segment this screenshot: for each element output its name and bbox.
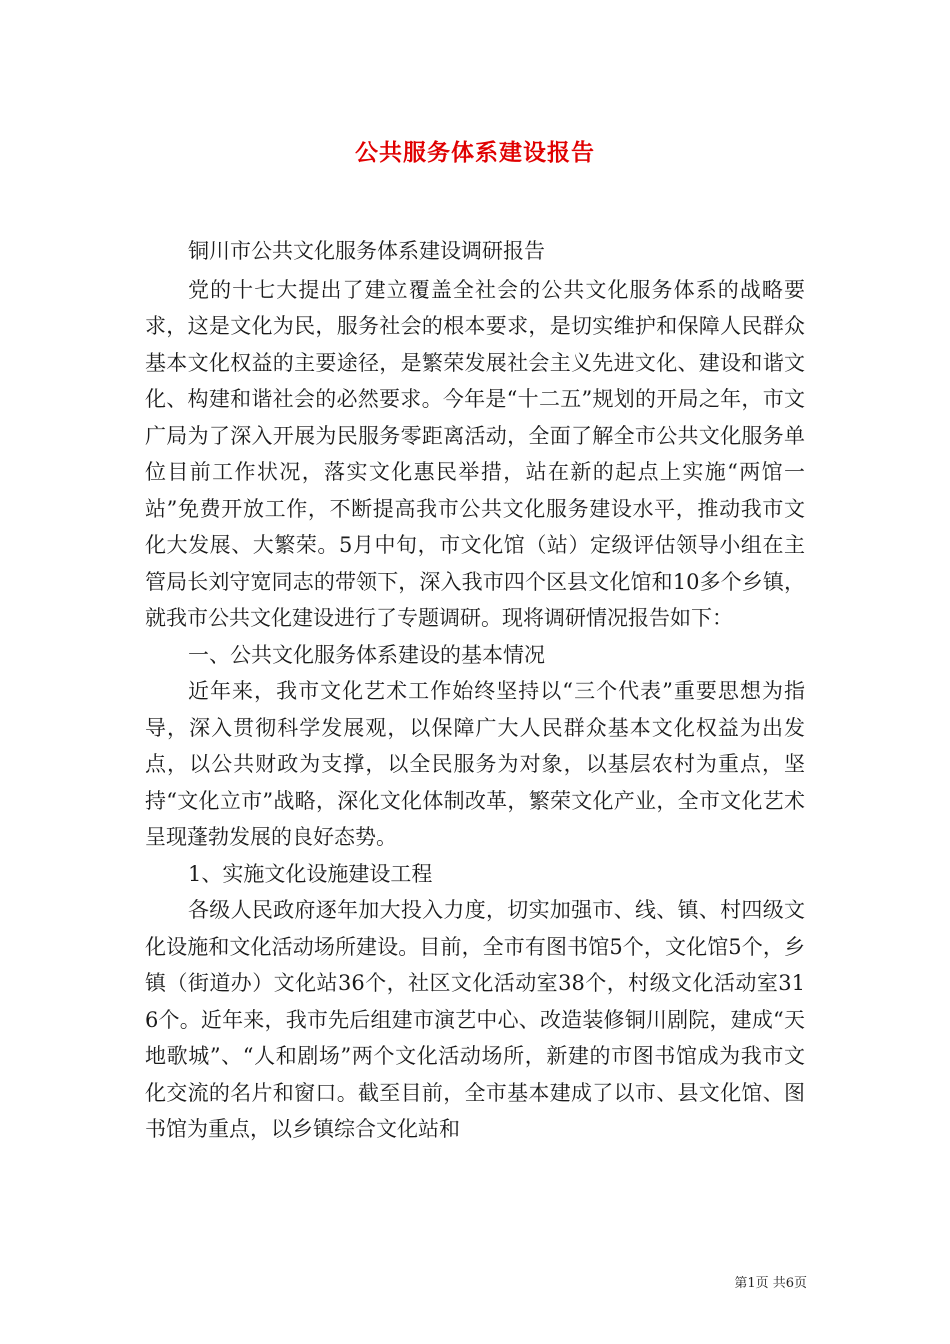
intro-paragraph: 党的十七大提出了建立覆盖全社会的公共文化服务体系的战略要求，这是文化为民，服务社会的根本要求，是切实维护和保障人民群众基本文化权益的主要途径，是繁荣发展社会主义先进文化、建设和谐文化、构建和谐社会的必然要求。今年是“十二五”规划的开局之年，市文广局为了深入开展为民服务零距离活动，全面了解全市公共文化服务单位目前工作状况，落实文化惠民举措，站在新的起点上实施“两馆一站”免费开放工作，不断提高我市公共文化服务建设水平，推动我市文化大发展、大繁荣。5月中旬，市文化馆（站）定级评估领导小组在主管局长刘守宽同志的带领下，深入我市四个区县文化馆和10多个乡镇，就我市公共文化建设进行了专题调研。现将调研情况报告如下： (145, 277, 805, 630)
page-number-footer: 第1页 共6页 (734, 1276, 807, 1291)
report-subtitle: 铜川市公共文化服务体系建设调研报告 (188, 239, 545, 263)
section-heading-basic-situation: 一、公共文化服务体系建设的基本情况 (188, 642, 545, 667)
facilities-paragraph: 各级人民政府逐年加大投入力度，切实加强市、线、镇、村四级文化设施和文化活动场所建设。目前，全市有图书馆5个，文化馆5个，乡镇（街道办）文化站36个，社区文化活动室38个，村级文化活动室316个。近年来，我市先后组建市演艺中心、改造装修铜川剧院，建成“天地歌城”、“人和剧场”两个文化活动场所，新建的市图书馆成为我市文化交流的名片和窗口。截至目前，全市基本建成了以市、县文化馆、图书馆为重点，以乡镇综合文化站和 (145, 898, 805, 1141)
document-body (145, 233, 805, 1148)
document-title: 公共服务体系建设报告 (355, 139, 595, 166)
subsection-heading-facilities: 1、实施文化设施建设工程 (188, 861, 433, 886)
basic-situation-paragraph: 近年来，我市文化艺术工作始终坚持以“三个代表”重要思想为指导，深入贯彻科学发展观，以保障广大人民群众基本文化权益为出发点，以公共财政为支撑，以全民服务为对象，以基层农村为重点，坚持“文化立市”战略，深化文化体制改革，繁荣文化产业，全市文化艺术呈现蓬勃发展的良好态势。 (145, 679, 805, 849)
